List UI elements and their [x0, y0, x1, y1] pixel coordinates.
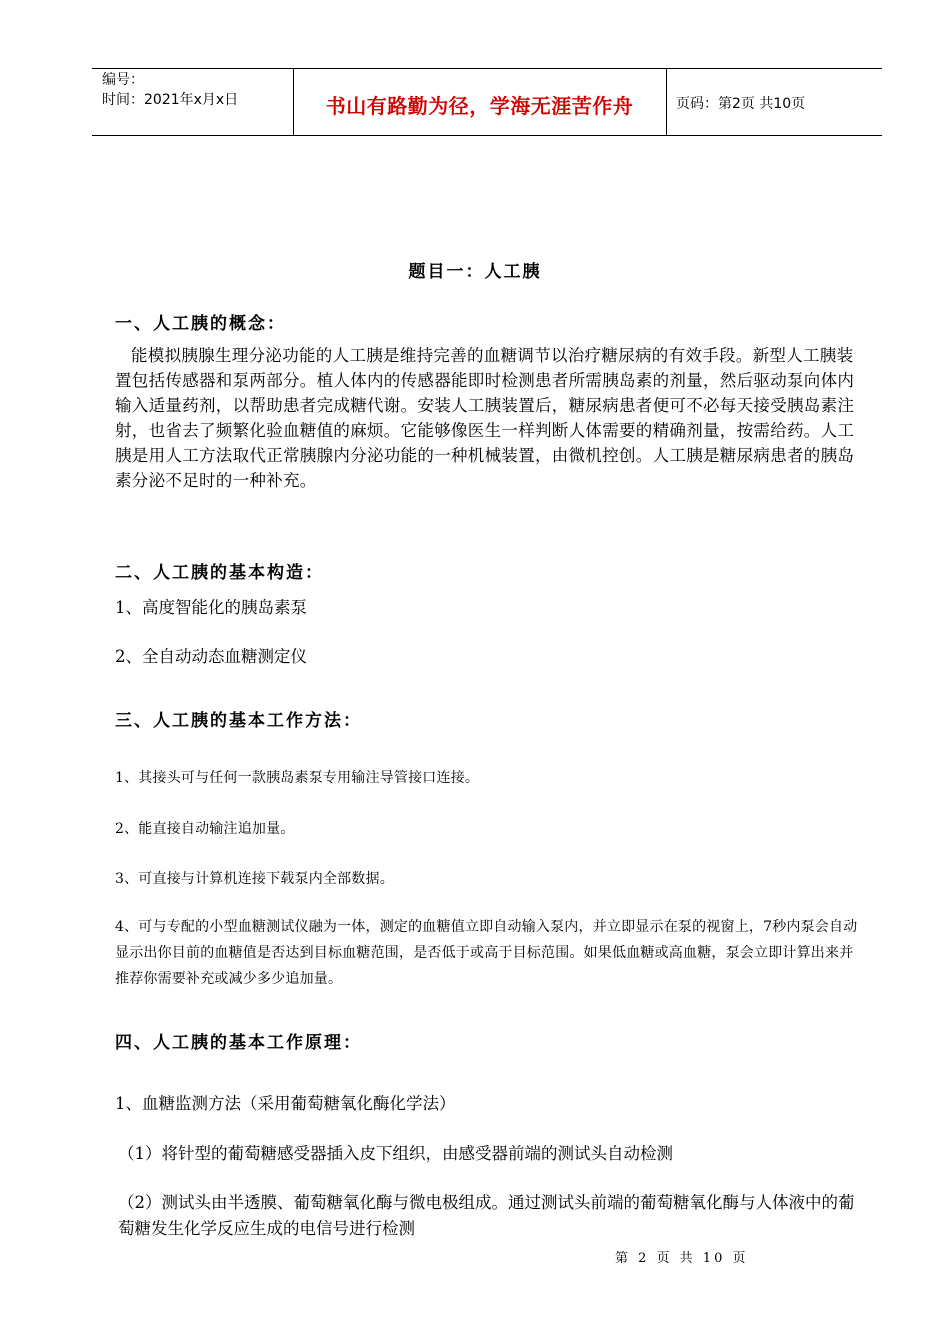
method-item-4: 4、可与专配的小型血糖测试仪融为一体，测定的血糖值立即自动输入泵内，并立即显示在泵的视窗上，7秒内泵会自动显示出你目前的血糖值是否达到目标血糖范围，是否低于或高于目标范围。如果低血糖或高血糖，泵会立即计算出来并推荐你需要补充或减少多少追加量。	[115, 919, 858, 987]
document-time-label: 时间：2021年x月x日	[102, 92, 239, 108]
structure-item-1: 1、高度智能化的胰岛素泵	[115, 598, 307, 617]
header-page-info: 页码：第2页 共10页	[676, 96, 806, 112]
concept-paragraph: 能模拟胰腺生理分泌功能的人工胰是维持完善的血糖调节以治疗糖尿病的有效手段。新型人工胰装置包括传感器和泵两部分。植人体内的传感器能即时检测患者所需胰岛素的剂量，然后驱动泵向体内输入适量药剂，以帮助患者完成糖代谢。安装人工胰装置后，糖尿病患者便可不必每天接受胰岛素注射，也省去了频繁化验血糖值的麻烦。它能够像医生一样判断人体需要的精确剂量，按需给药。人工胰是用人工方法取代正常胰腺内分泌功能的一种机械装置，由微机控创。人工胰是糖尿病患者的胰岛素分泌不足时的一种补充。	[115, 346, 855, 490]
header-top-rule	[92, 68, 882, 69]
document-number-label: 编号：	[102, 72, 144, 88]
principle-item-2: （1）将针型的葡萄糖感受器插入皮下组织，由感受器前端的测试头自动检测	[118, 1144, 673, 1163]
header-motto: 书山有路勤为径，学海无涯苦作舟	[325, 94, 634, 118]
document-title: 题目一：人工胰	[408, 262, 542, 282]
method-item-3: 3、可直接与计算机连接下载泵内全部数据。	[115, 871, 394, 887]
section-heading-structure: 二、人工胰的基本构造：	[115, 563, 324, 583]
section-heading-method: 三、人工胰的基本工作方法：	[115, 711, 362, 731]
page-footer: 第 2 页 共 10 页	[615, 1251, 749, 1266]
header-bottom-rule	[92, 135, 882, 136]
principle-item-1: 1、血糖监测方法（采用葡萄糖氧化酶化学法）	[115, 1094, 456, 1113]
section-heading-concept: 一、人工胰的概念：	[115, 314, 286, 334]
header-divider-right	[666, 68, 667, 136]
principle-item-3: （2）测试头由半透膜、葡萄糖氧化酶与微电极组成。通过测试头前端的葡萄糖氧化酶与人体液中的葡萄糖发生化学反应生成的电信号进行检测	[118, 1193, 855, 1238]
structure-item-2: 2、全自动动态血糖测定仪	[115, 647, 307, 666]
method-item-2: 2、能直接自动输注追加量。	[115, 821, 295, 837]
section-heading-principle: 四、人工胰的基本工作原理：	[115, 1033, 362, 1053]
method-item-1: 1、其接头可与任何一款胰岛素泵专用输注导管接口连接。	[115, 770, 480, 786]
